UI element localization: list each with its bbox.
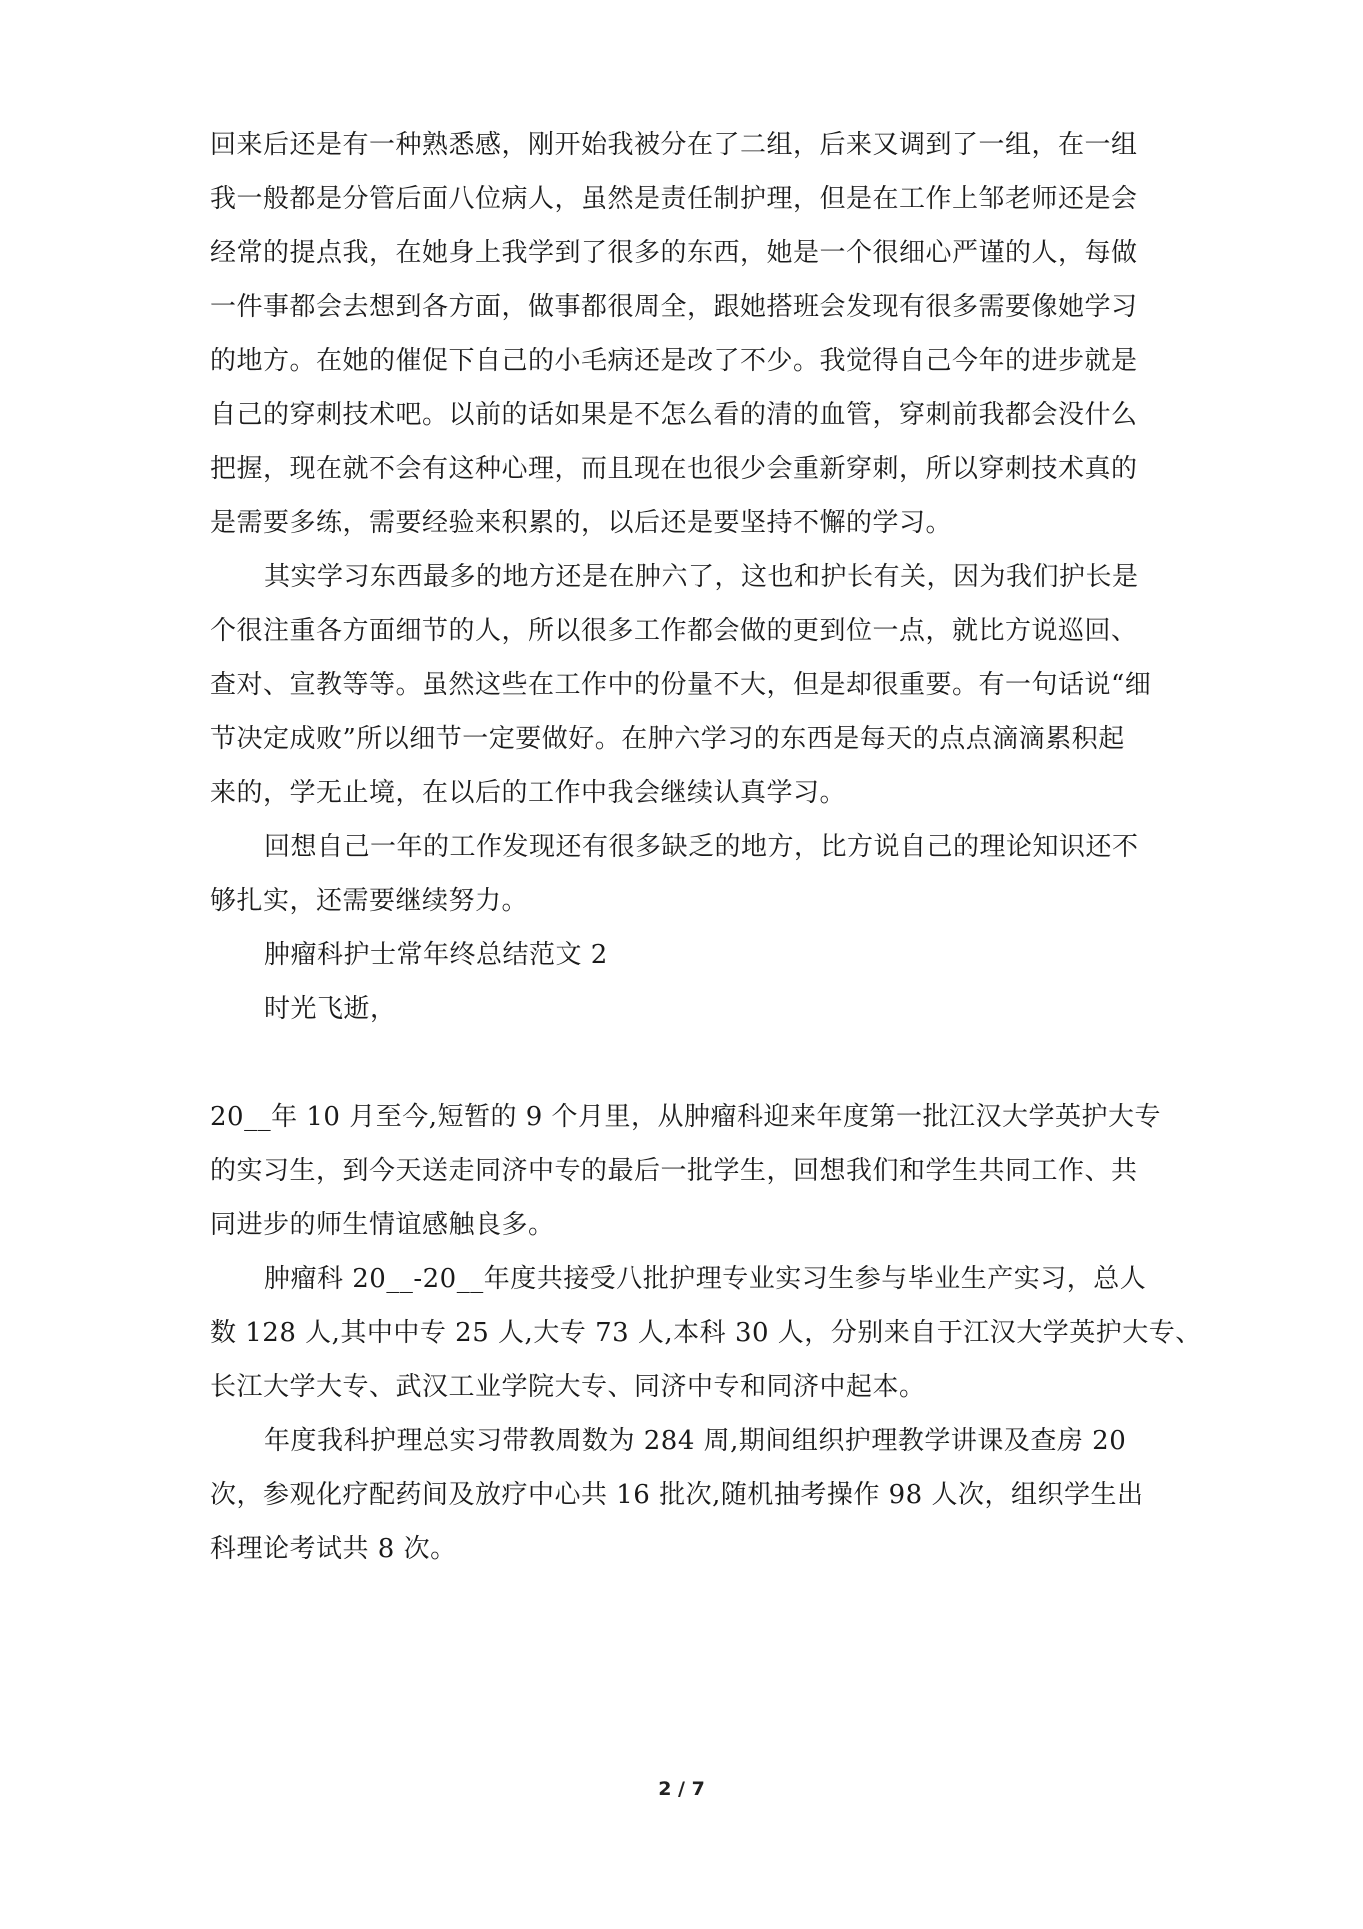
- document-body: [210, 118, 1202, 1576]
- paragraph-start-line: 时光飞逝，: [264, 994, 397, 1024]
- text-line: 回来后还是有一种熟悉感，刚开始我被分在了二组，后来又调到了一组，在一组: [210, 130, 1138, 160]
- text-line: 节决定成败”所以细节一定要做好。在肿六学习的东西是每天的点点滴滴累积起: [210, 724, 1125, 754]
- text-line: 我一般都是分管后面八位病人，虽然是责任制护理，但是在工作上邹老师还是会: [210, 184, 1138, 214]
- text-line: 一件事都会去想到各方面，做事都很周全，跟她搭班会发现有很多需要像她学习: [210, 292, 1138, 322]
- text-line: 长江大学大专、武汉工业学院大专、同济中专和同济中起本。: [210, 1372, 926, 1402]
- paragraph-start-line: 肿瘤科 20__-20__年度共接受八批护理专业实习生参与毕业生产实习，总人: [264, 1264, 1147, 1294]
- text-line: 数 128 人,其中中专 25 人,大专 73 人,本科 30 人，分别来自于江汉大学英护大专、: [210, 1318, 1202, 1348]
- text-line: 来的，学无止境，在以后的工作中我会继续认真学习。: [210, 778, 847, 808]
- paragraph-start-line: 年度我科护理总实习带教周数为 284 周,期间组织护理教学讲课及查房 20: [264, 1426, 1127, 1456]
- text-line: 次，参观化疗配药间及放疗中心共 16 批次,随机抽考操作 98 人次，组织学生出: [210, 1480, 1144, 1510]
- text-line: 是需要多练，需要经验来积累的，以后还是要坚持不懈的学习。: [210, 508, 953, 538]
- text-line: 20__年 10 月至今,短暂的 9 个月里，从肿瘤科迎来年度第一批江汉大学英护大专: [210, 1102, 1162, 1132]
- text-line: 的实习生，到今天送走同济中专的最后一批学生，回想我们和学生共同工作、共: [210, 1156, 1138, 1186]
- text-line: 查对、宣教等等。虽然这些在工作中的份量不大，但是却很重要。有一句话说“细: [210, 670, 1152, 700]
- text-line: 个很注重各方面细节的人，所以很多工作都会做的更到位一点，就比方说巡回、: [210, 616, 1138, 646]
- text-line: 同进步的师生情谊感触良多。: [210, 1210, 555, 1240]
- text-line: 把握，现在就不会有这种心理，而且现在也很少会重新穿刺，所以穿刺技术真的: [210, 454, 1138, 484]
- text-line: 科理论考试共 8 次。: [210, 1534, 457, 1564]
- section-heading: 肿瘤科护士常年终总结范文 2: [264, 940, 608, 970]
- paragraph-start-line: 回想自己一年的工作发现还有很多缺乏的地方，比方说自己的理论知识还不: [264, 832, 1139, 862]
- blank-line: [210, 1036, 1170, 1090]
- text-line: 够扎实，还需要继续努力。: [210, 886, 529, 916]
- page-number: 2 / 7: [658, 1778, 705, 1800]
- paragraph-start-line: 其实学习东西最多的地方还是在肿六了，这也和护长有关，因为我们护长是: [264, 562, 1139, 592]
- text-line: 的地方。在她的催促下自己的小毛病还是改了不少。我觉得自己今年的进步就是: [210, 346, 1138, 376]
- text-line: 经常的提点我，在她身上我学到了很多的东西，她是一个很细心严谨的人，每做: [210, 238, 1138, 268]
- text-line: 自己的穿刺技术吧。以前的话如果是不怎么看的清的血管，穿刺前我都会没什么: [210, 400, 1138, 430]
